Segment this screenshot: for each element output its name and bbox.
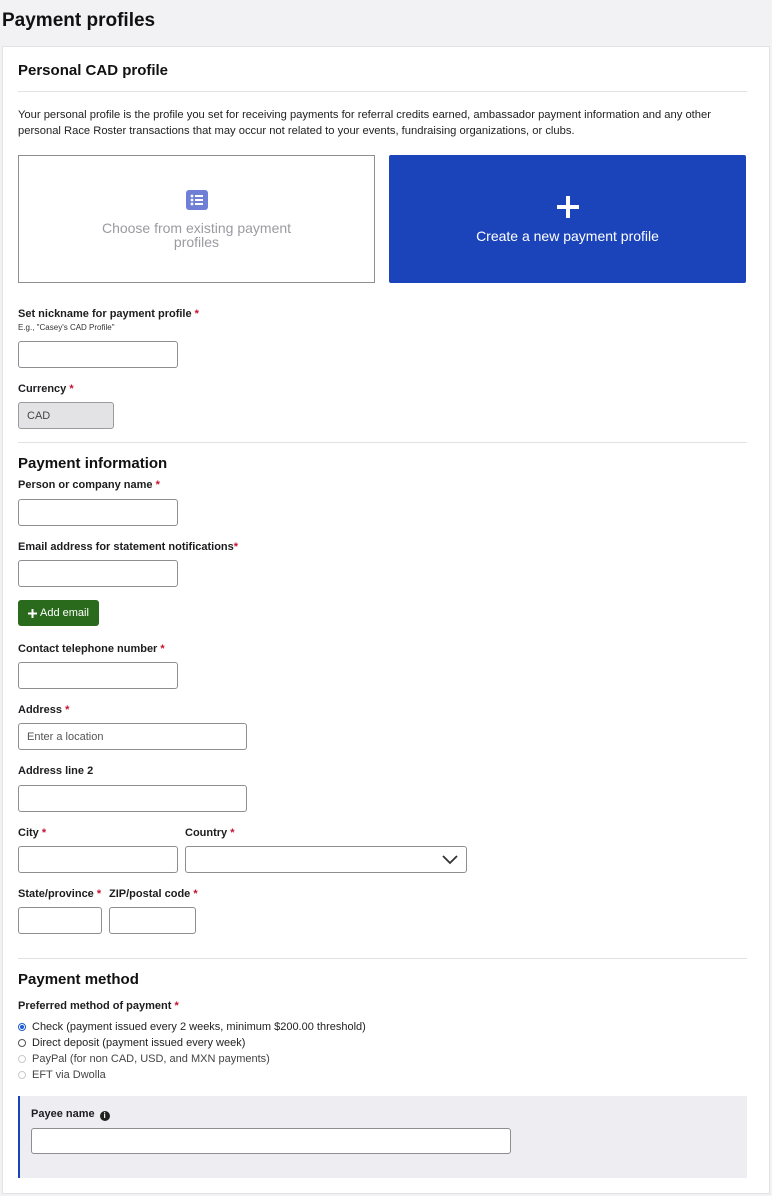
radio-paypal: [18, 1053, 270, 1065]
radio-label: Direct deposit (payment issued every week): [32, 1037, 246, 1049]
currency-label: Currency *: [18, 383, 74, 395]
choose-existing-profile-tile[interactable]: [18, 155, 375, 283]
profile-section-title: Personal CAD profile: [18, 62, 169, 79]
add-email-label: Add email: [40, 607, 89, 619]
plus-icon: [557, 196, 579, 223]
currency-field: CAD: [18, 402, 114, 429]
info-icon[interactable]: i: [100, 1111, 110, 1121]
radio-button: [18, 1071, 26, 1079]
chevron-down-icon: [442, 855, 458, 868]
create-new-label: Create a new payment profile: [476, 227, 659, 244]
company-name-input[interactable]: [18, 499, 178, 526]
zip-label: ZIP/postal code *: [109, 888, 198, 900]
address-label: Address *: [18, 704, 70, 716]
payment-method-section-title: Payment method: [18, 971, 139, 988]
address2-input[interactable]: [18, 785, 247, 812]
radio-button[interactable]: [18, 1039, 26, 1047]
radio-button[interactable]: [18, 1023, 26, 1031]
create-new-profile-tile[interactable]: [389, 155, 746, 283]
radio-label: Check (payment issued every 2 weeks, minimum $200.00 threshold): [32, 1021, 366, 1033]
choose-existing-label: Choose from existing payment profiles: [101, 219, 292, 250]
divider: [18, 91, 747, 92]
nickname-hint: E.g., "Casey's CAD Profile": [18, 323, 115, 332]
payee-panel: [18, 1096, 747, 1178]
address-input[interactable]: [18, 723, 247, 750]
email-input[interactable]: [18, 560, 178, 587]
plus-icon: [28, 609, 37, 618]
city-label: City *: [18, 827, 47, 839]
radio-button: [18, 1055, 26, 1063]
page-title: Payment profiles: [2, 10, 156, 31]
divider: [18, 958, 747, 959]
payee-label: Payee name i: [31, 1108, 110, 1121]
nickname-input[interactable]: [18, 341, 178, 368]
company-name-label: Person or company name *: [18, 479, 160, 491]
payment-profile-card: [2, 46, 770, 1194]
add-email-button[interactable]: [18, 600, 99, 626]
payment-info-section-title: Payment information: [18, 455, 168, 472]
radio-label: PayPal (for non CAD, USD, and MXN payments): [32, 1053, 270, 1065]
radio-eft-dwolla: [18, 1069, 106, 1081]
radio-direct-deposit[interactable]: [18, 1037, 245, 1049]
divider: [18, 442, 747, 443]
city-input[interactable]: [18, 846, 178, 873]
country-select[interactable]: [185, 846, 467, 873]
address2-label: Address line 2: [18, 765, 94, 777]
payee-input[interactable]: [31, 1128, 511, 1154]
preferred-method-label: Preferred method of payment *: [18, 1000, 179, 1012]
email-label: Email address for statement notifications*: [18, 541, 239, 553]
list-icon: [186, 190, 208, 215]
state-input[interactable]: [18, 907, 102, 934]
phone-label: Contact telephone number *: [18, 643, 165, 655]
radio-label: EFT via Dwolla: [32, 1069, 106, 1081]
state-label: State/province *: [18, 888, 102, 900]
phone-input[interactable]: [18, 662, 178, 689]
zip-input[interactable]: [109, 907, 196, 934]
nickname-label: Set nickname for payment profile *: [18, 308, 199, 320]
radio-check[interactable]: [18, 1021, 366, 1033]
country-label: Country *: [185, 827, 235, 839]
profile-description: Your personal profile is the profile you set for receiving payments for referral credits earned, ambassador payment information and any other personal Race Roster transactions that may occur not related to your events, fundraising organizations, or clubs.: [18, 109, 711, 137]
